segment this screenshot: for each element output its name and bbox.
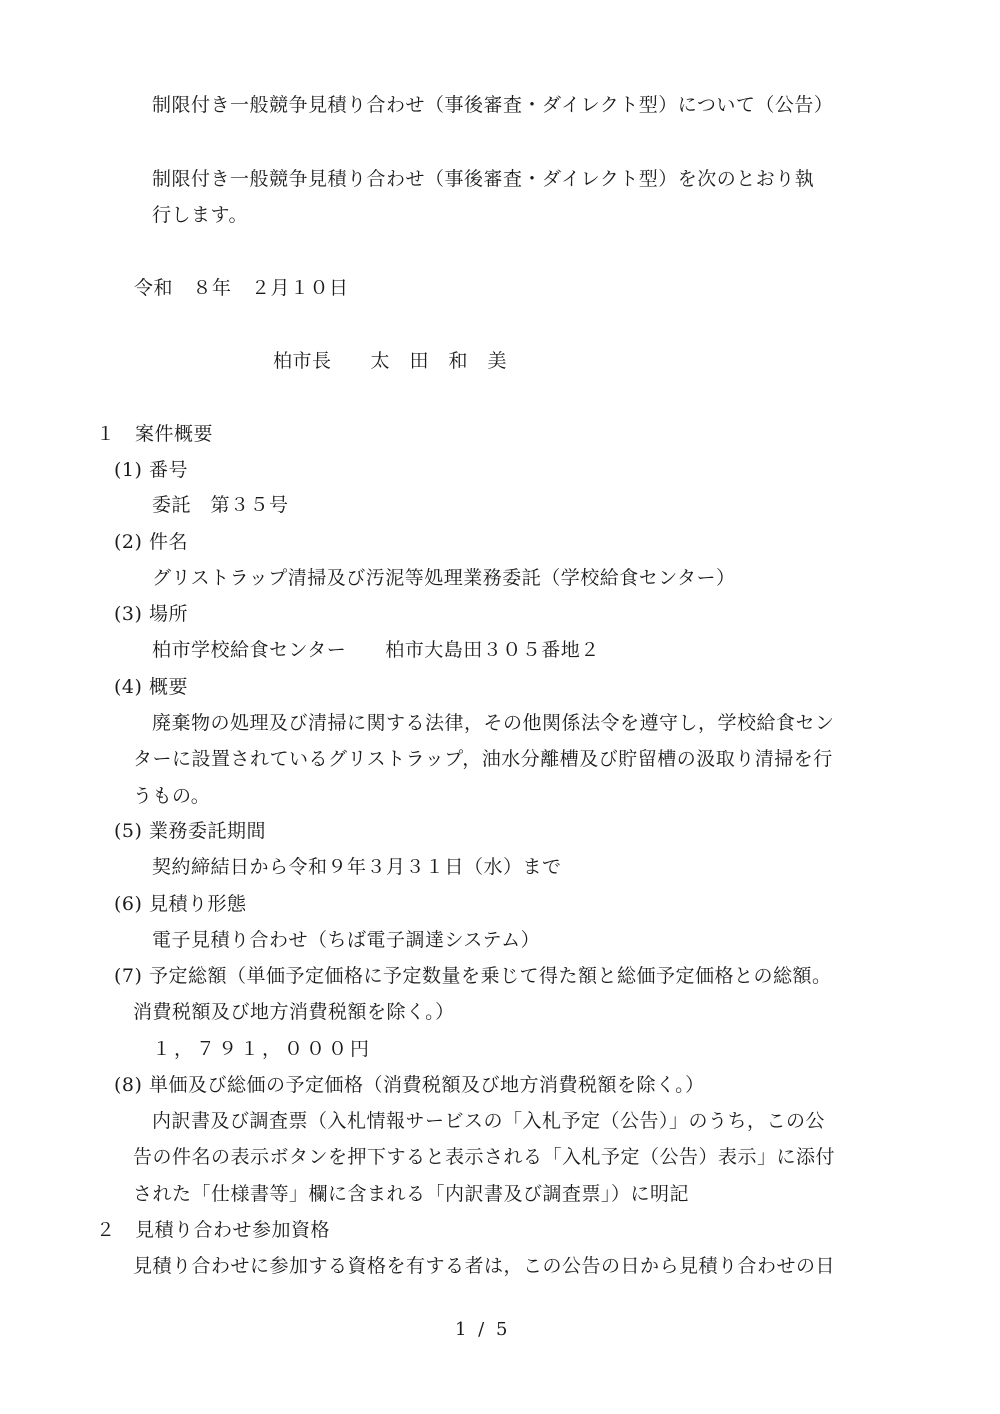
section-2-line-1: 見積り合わせに参加する資格を有する者は，この公告の日から見積り合わせの日 [133,1255,836,1277]
item-overview-line-3: うもの。 [133,785,211,807]
page-number: 1 / 5 [455,1319,511,1340]
item-budget-label-cont: 消費税額及び地方消費税額を除く。） [133,1001,455,1023]
item-place-label: (3) 場所 [114,603,188,625]
section-1-heading: １ 案件概要 [96,423,214,445]
item-unit-price-line-2: 告の件名の表示ボタンを押下すると表示される「入札予定（公告）表示」に添付 [133,1146,836,1168]
item-place-value: 柏市学校給食センター 柏市大島田３０５番地２ [152,639,600,661]
notice-date: 令和 ８年 ２月１０日 [134,277,349,299]
item-overview-line-1: 廃棄物の処理及び清掃に関する法律，その他関係法令を遵守し，学校給食セン [152,712,835,734]
item-name-label: (2) 件名 [114,531,188,553]
intro-line-1: 制限付き一般競争見積り合わせ（事後審査・ダイレクト型）を次のとおり執 [152,168,815,190]
intro-line-2: 行します。 [152,204,248,226]
issuer-name: 柏市長 太 田 和 美 [273,350,508,372]
item-period-label: (5) 業務委託期間 [114,820,266,842]
item-unit-price-line-1: 内訳書及び調査票（入札情報サービスの「入札予定（公告）」のうち，この公 [152,1110,826,1132]
item-name-value: グリストラップ清掃及び汚泥等処理業務委託（学校給食センター） [152,567,736,589]
item-number-value: 委託 第３５号 [152,494,289,516]
item-budget-value: １，７９１，０００円 [152,1038,373,1060]
item-unit-price-line-3: された「仕様書等」欄に含まれる「内訳書及び調査票」）に明記 [133,1183,690,1205]
item-form-value: 電子見積り合わせ（ちば電子調達システム） [152,929,541,951]
notice-title: 制限付き一般競争見積り合わせ（事後審査・ダイレクト型）について（公告） [152,94,834,116]
item-budget-label: (7) 予定総額（単価予定価格に予定数量を乗じて得た額と総価予定価格との総額。 [114,965,832,987]
item-period-value: 契約締結日から令和９年３月３１日（水）まで [152,856,562,878]
section-2-heading: ２ 見積り合わせ参加資格 [96,1219,331,1241]
item-overview-label: (4) 概要 [114,676,188,698]
item-overview-line-2: ターに設置されているグリストラップ，油水分離槽及び貯留槽の汲取り清掃を行 [133,748,833,770]
item-number-label: (1) 番号 [114,459,188,481]
item-unit-price-label: (8) 単価及び総価の予定価格（消費税額及び地方消費税額を除く。） [114,1074,705,1096]
item-form-label: (6) 見積り形態 [114,893,247,915]
